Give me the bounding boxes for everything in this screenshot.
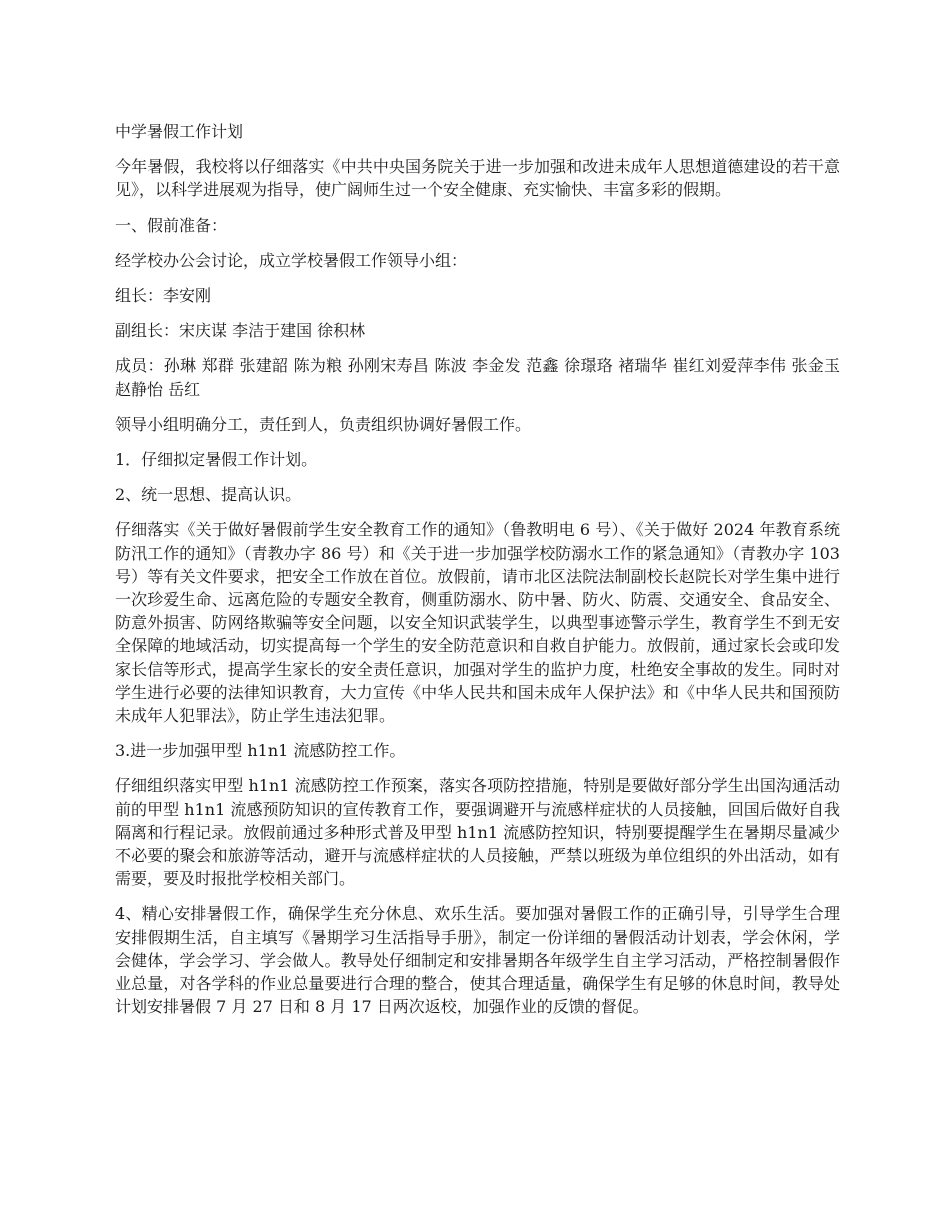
committee-deputy-leaders: 副组长：宋庆谋 李洁于建国 徐积林	[115, 321, 366, 341]
item-3-heading: 3.进一步加强甲型 h1n1 流感防控工作。	[115, 741, 406, 761]
item-2-body: 仔细落实《关于做好暑假前学生安全教育工作的通知》（鲁教明电 6 号）、《关于做好 2024 年教育系统防汛工作的通知》（青教办字 86 号）和《关于进一步加强学校防溺水工作的紧急通知》（青教办字 103 号）等有关文件要求，把安全工作放在首位。放假前，请市北区法院法制副校长赵院长对学生集中进行一次珍爱生命、远离危险的专题安全教育，侧重防溺水、防中暑、防火、防震、交通安全、食品安全、防意外损害、防网络欺骗等安全问题，以安全知识武装学生，以典型事迹警示学生，教育学生不到无安全保障的地域活动，切实提高每一个学生的安全防范意识和自救自护能力。放假前，通过家长会或印发家长信等形式，提高学生家长的安全责任意识，加强对学生的监护力度，杜绝安全事故的发生。同时对学生进行必要的法律知识教育，大力宣传《中华人民共和国未成年人保护法》和《中华人民共和国预防未成年人犯罪法》，防止学生违法犯罪。	[115, 520, 840, 726]
document-page	[115, 120, 840, 1031]
committee-intro: 经学校办公会讨论，成立学校暑假工作领导小组：	[115, 250, 468, 270]
section-heading-preparation: 一、假前准备：	[115, 215, 228, 235]
item-4-body: 4、精心安排暑假工作，确保学生充分休息、欢乐生活。要加强对暑假工作的正确引导，引导学生合理安排假期生活，自主填写《暑期学习生活指导手册》，制定一份详细的暑假活动计划表，学会休闲，学会健体，学会学习、学会做人。教导处仔细制定和安排暑期各年级学生自主学习活动，严格控制暑假作业总量，对各学科的作业总量要进行合理的整合，使其合理适量，确保学生有足够的休息时间，教导处计划安排暑假 7 月 27 日和 8 月 17 日两次返校，加强作业的反馈的督促。	[115, 904, 840, 1017]
intro-paragraph: 今年暑假，我校将以仔细落实《中共中央国务院关于进一步加强和改进未成年人思想道德建设的若干意见》，以科学进展观为指导，使广阔师生过一个安全健康、充实愉快、丰富多彩的假期。	[115, 157, 840, 200]
committee-duties: 领导小组明确分工，责任到人，负责组织协调好暑假工作。	[115, 414, 532, 434]
document-title: 中学暑假工作计划	[115, 122, 244, 141]
item-2-heading: 2、统一思想、提高认识。	[115, 485, 302, 505]
item-1-heading: 1．仔细拟定暑假工作计划。	[115, 450, 318, 470]
item-3-body: 仔细组织落实甲型 h1n1 流感防控工作预案，落实各项防控措施，特别是要做好部分学生出国沟通活动前的甲型 h1n1 流感预防知识的宣传教育工作，要强调避开与流感样症状的人员接触，回国后做好自我隔离和行程记录。放假前通过多种形式普及甲型 h1n1 流感防控知识，特别要提醒学生在暑期尽量减少不必要的聚会和旅游等活动，避开与流感样症状的人员接触，严禁以班级为单位组织的外出活动，如有需要，要及时报批学校相关部门。	[115, 776, 840, 889]
committee-leader: 组长：李安刚	[115, 286, 212, 306]
committee-members: 成员：孙琳 郑群 张建韶 陈为粮 孙刚宋寿昌 陈波 李金发 范鑫 徐璟珞 褚瑞华 崔红刘爱萍李伟 张金玉赵静怡 岳红	[115, 356, 840, 399]
